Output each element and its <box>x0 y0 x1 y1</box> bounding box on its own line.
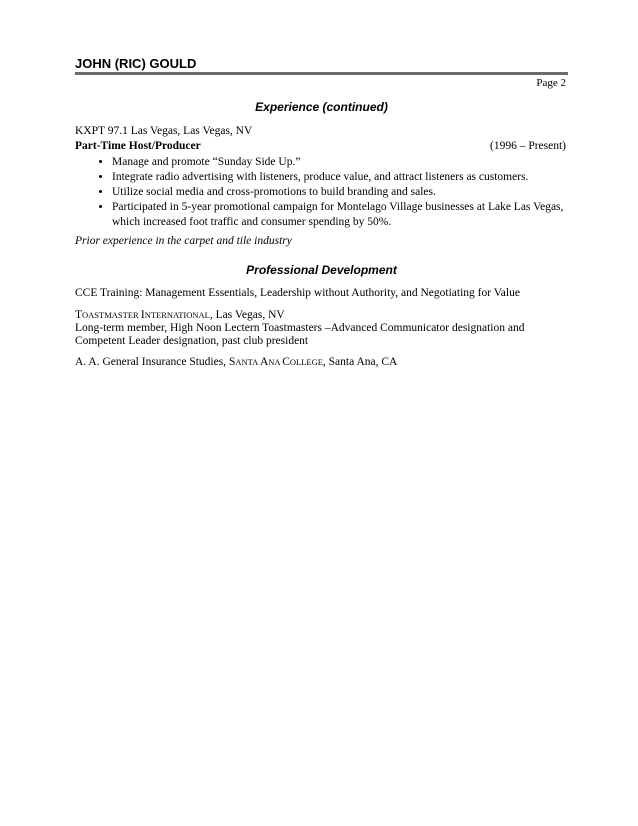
sc-rest: NTERNATIONAL <box>144 310 210 320</box>
role-dates: (1996 – Present) <box>489 140 566 152</box>
bullet-item: • Utilize social media and cross-promotions to build branding and sales. <box>112 185 582 200</box>
sc-rest: NA <box>268 357 283 367</box>
toastmasters-location: , Las Vegas, NV <box>209 309 285 321</box>
toastmasters-detail-1: Long-term member, High Noon Lectern Toastmasters –Advanced Communicator designation and <box>75 322 525 334</box>
header-rule <box>75 72 568 75</box>
sc-rest: OASTMASTER <box>82 310 141 320</box>
experience-bullets <box>75 155 582 230</box>
sc-letter: A <box>259 356 269 368</box>
sc-letter: S <box>228 356 236 368</box>
role-title: Part-Time Host/Producer <box>75 140 201 152</box>
prior-experience-note: Prior experience in the carpet and tile industry <box>75 235 292 247</box>
experience-heading: Experience (continued) <box>255 100 388 114</box>
sc-letter: C <box>282 356 290 368</box>
cce-training: CCE Training: Management Essentials, Leadership without Authority, and Negotiating for Value <box>75 287 520 299</box>
sc-rest: OLLEGE <box>289 357 323 367</box>
toastmasters-detail-2: Competent Leader designation, past club president <box>75 335 309 347</box>
bullet-item: • Integrate radio advertising with listeners, produce value, and attract listeners as customers. <box>112 170 582 185</box>
toastmasters-org <box>75 309 285 321</box>
education-degree: A. A. General Insurance Studies, <box>75 356 229 368</box>
sc-rest: ANTA <box>235 357 260 367</box>
education-location: , Santa Ana, CA <box>322 356 398 368</box>
bullet-item: • Manage and promote “Sunday Side Up.” <box>112 155 582 170</box>
employer-line: KXPT 97.1 Las Vegas, Las Vegas, NV <box>75 125 253 137</box>
candidate-name: JOHN (RIC) GOULD <box>75 56 197 71</box>
sc-letter: I <box>140 309 145 321</box>
education-line <box>75 356 397 368</box>
bullet-item: • Participated in 5-year promotional campaign for Montelago Village businesses at Lake Las Vegas, which increased foot traffic and consumer spending by 50%. <box>112 200 582 230</box>
page-number: Page 2 <box>536 77 566 89</box>
development-heading: Professional Development <box>246 263 397 277</box>
sc-letter: T <box>75 309 83 321</box>
